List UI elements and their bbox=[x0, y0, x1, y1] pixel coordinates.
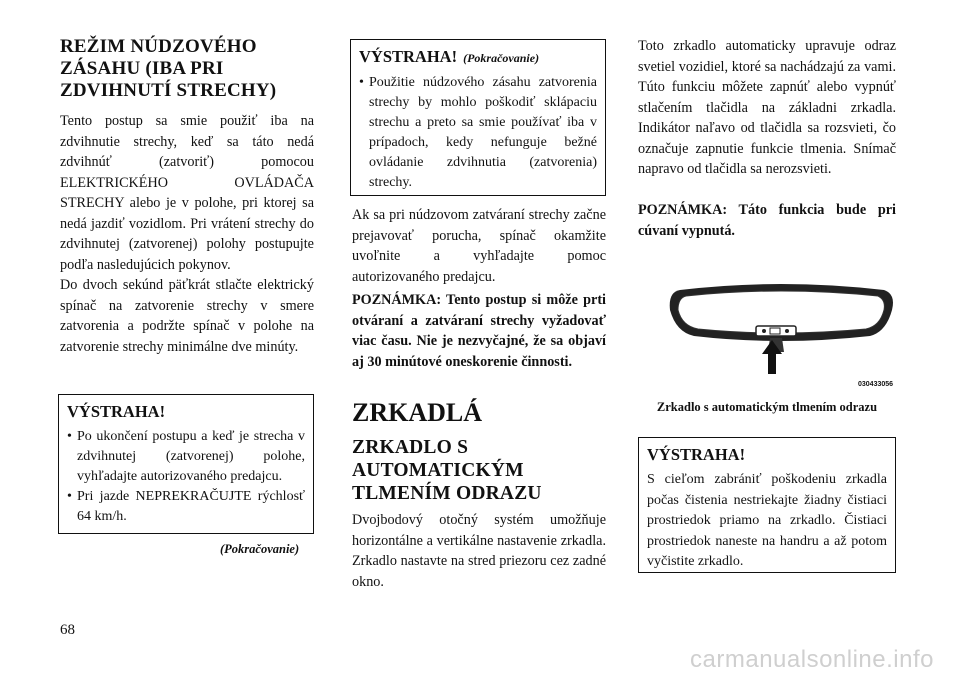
warning-item: • Pri jazde NEPREKRAČUJTE rýchlosť 64 km/h. bbox=[67, 487, 305, 527]
note-reverse: POZNÁMKA: Táto funkcia bude pri cúvaní vypnutá. bbox=[638, 202, 896, 239]
warning-title: VÝSTRAHA! (Pokračovanie) bbox=[359, 47, 540, 66]
warning-item: • Použitie núdzového zásahu zatvorenia strechy by mohlo poškodiť sklápaciu strechu a preto sa smie používať iba v prípadoch, kedy nefunguje bežné ovládanie zdvihnutia (zatvorenia) strechy. bbox=[359, 73, 597, 193]
indicator-light-icon bbox=[762, 329, 766, 333]
warning-box-right bbox=[638, 437, 896, 573]
paragraph-mirror-adjust: Dvojbodový otočný systém umožňuje horizontálne a vertikálne nastavenie zrkadla. Zrkadlo nastavte na stred priezoru cez zadné okno. bbox=[352, 512, 606, 590]
warning-box-left bbox=[58, 394, 314, 534]
continued-label: (Pokračovanie) bbox=[463, 51, 540, 65]
paragraph-emergency-intro: Tento postup sa smie použiť iba na zdvihnutie strechy, keď sa táto nedá zdvihnúť (zatvoriť) pomocou ELEKTRICKÉHO OVLÁDAČA STRECHY alebo je v polohe, pri ktorej sa nedá jazdiť vozidlom. Pri vrátení strechy do zdvihnutej (zatvorenej) polohy postupujte podľa nasledujúcich pokynov. bbox=[60, 113, 314, 273]
warning-list bbox=[67, 427, 305, 527]
warning-text: S cieľom zabrániť poškodeniu zrkadla počas čistenia nestriekajte žiadny čistiaci prostriedok priamo na zrkadlo. Čistiaci prostriedok naneste na handru a až potom vyčistite zrkadlo. bbox=[647, 472, 887, 569]
mirror-illustration bbox=[660, 276, 900, 392]
warning-item: • Po ukončení postupu a keď je strecha v zdvihnutej (zatvorenej) polohe, vyhľadajte autorizovaného predajcu. bbox=[67, 427, 305, 487]
note-delay: POZNÁMKA: Tento postup si môže prti otváraní a zatváraní strechy vyžadovať viac času. Nie je nezvyčajné, že sa objaví aj 30 minútové oneskorenie činnosti. bbox=[352, 292, 606, 370]
warning-title: VÝSTRAHA! bbox=[647, 445, 746, 464]
figure-code: 030433056 bbox=[858, 381, 894, 388]
warning-box-middle bbox=[350, 39, 606, 196]
section-heading-mirrors: ZRKADLÁ bbox=[352, 398, 483, 427]
page-number: 68 bbox=[60, 622, 75, 638]
paragraph-emergency-steps: Do dvoch sekúnd päťkrát stlačte elektrický spínač na zatvorenie strechy v smere zatvorenia a podržte spínač v polohe na zatvorenie strechy minimálne dve minúty. bbox=[60, 277, 314, 355]
section-heading-emergency: REŽIM NÚDZOVÉHO ZÁSAHU (IBA PRI ZDVIHNUTÍ STRECHY) bbox=[60, 36, 277, 101]
watermark: carmanualsonline.info bbox=[690, 646, 934, 673]
subsection-heading-auto-dim: ZRKADLO S AUTOMATICKÝM TLMENÍM ODRAZU bbox=[352, 437, 542, 504]
sensor-icon bbox=[785, 329, 789, 333]
figure-caption: Zrkadlo s automatickým tlmením odrazu bbox=[656, 400, 878, 414]
paragraph-auto-dim: Toto zrkadlo automaticky upravuje odraz svetiel vozidiel, ktoré sa nachádzajú za vami. Túto funkciu môžete zapnúť alebo vypnúť stlačením tlačidla na základni zrkadla. Indikátor naľavo od tlačidla sa rozsvieti, čo označuje zapnutie funkcie tlmenia. Snímač napravo od tlačidla sa nerozsvieti. bbox=[638, 38, 896, 177]
warning-title: VÝSTRAHA! bbox=[67, 402, 166, 421]
continued-label: (Pokračovanie) bbox=[220, 542, 300, 556]
dimming-button-icon bbox=[770, 328, 780, 334]
warning-list bbox=[359, 73, 597, 193]
paragraph-fault: Ak sa pri núdzovom zatváraní strechy začne prejavovať porucha, spínač okamžite uvoľnite a vyhľadajte pomoc autorizovaného predajcu. bbox=[352, 207, 606, 285]
